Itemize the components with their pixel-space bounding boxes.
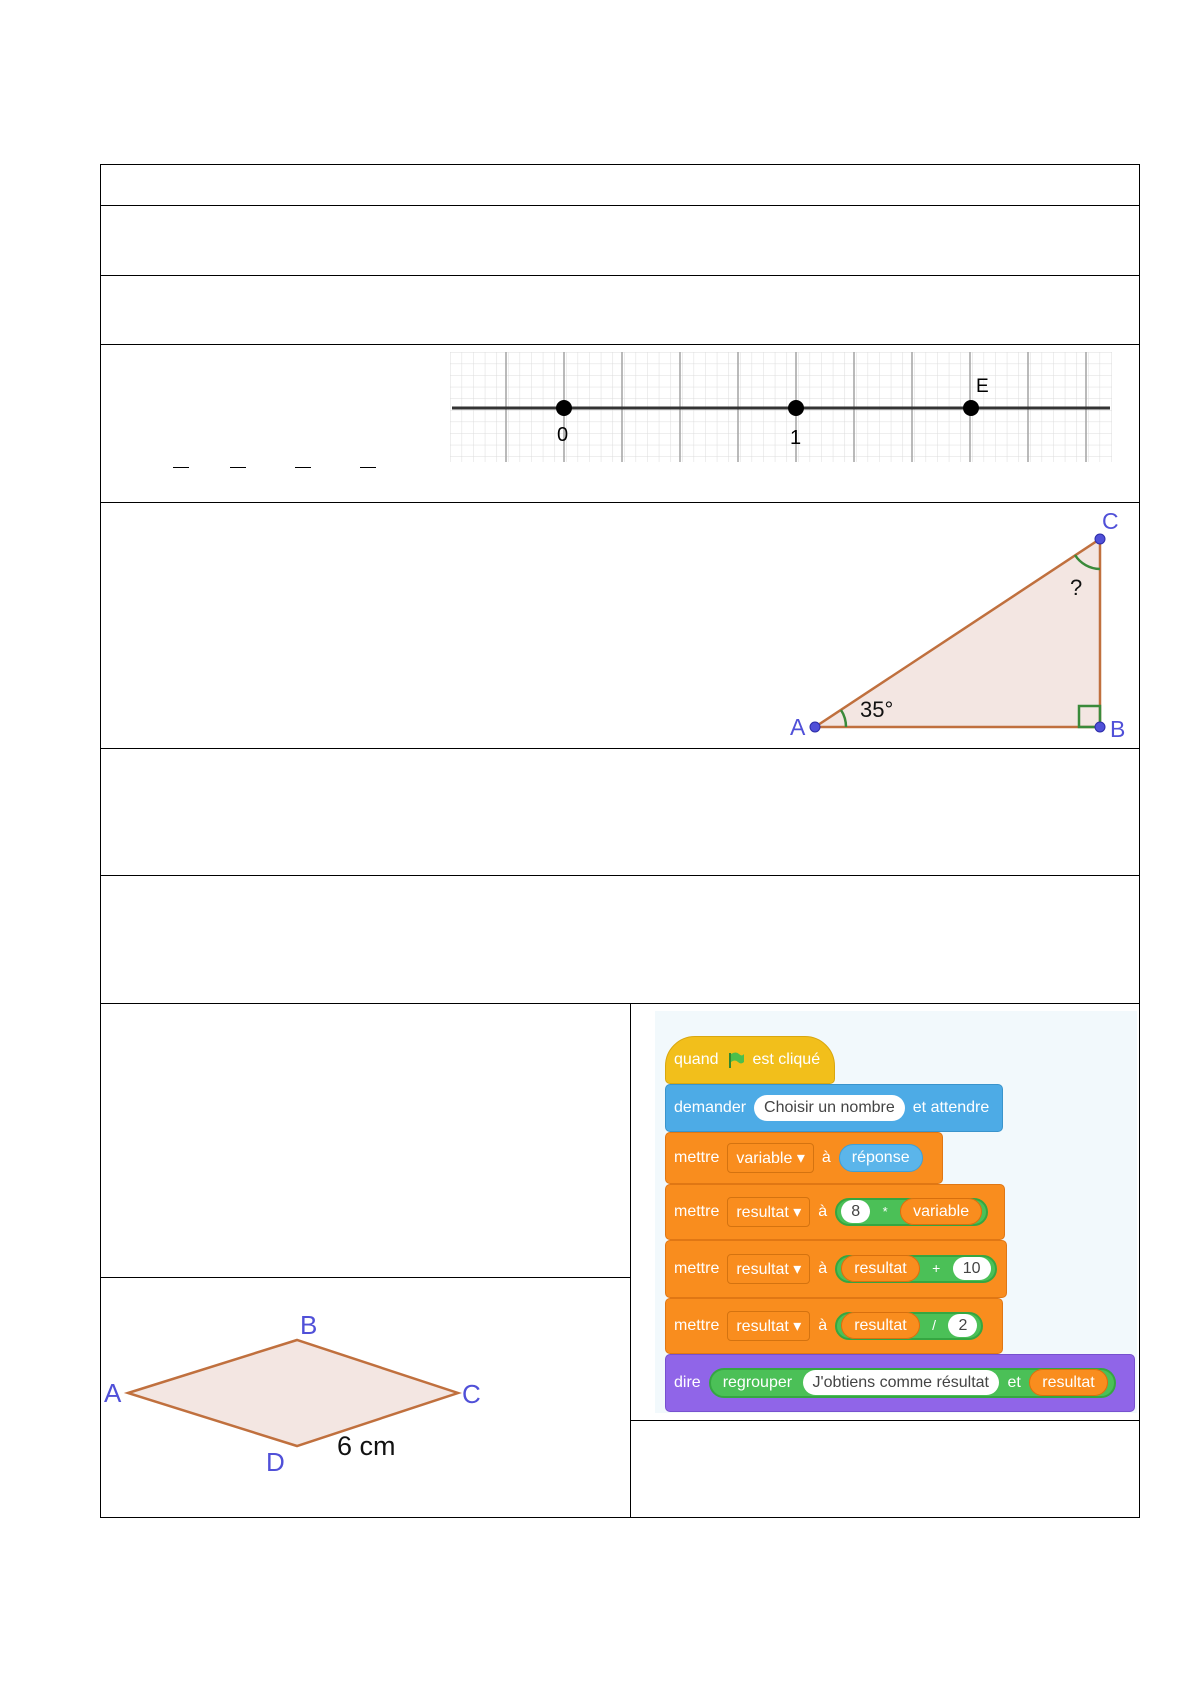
to-label: à bbox=[821, 1149, 831, 1166]
vertex-a bbox=[810, 722, 820, 732]
vertex-a-label: A bbox=[790, 714, 806, 740]
number-input[interactable]: 2 bbox=[948, 1314, 977, 1337]
point-e bbox=[963, 400, 979, 416]
ask-prompt-field[interactable]: Choisir un nombre bbox=[754, 1095, 905, 1121]
variable-dropdown[interactable] bbox=[727, 1254, 810, 1284]
row-divider bbox=[100, 275, 1140, 276]
rhombus-shape bbox=[128, 1340, 458, 1446]
fraction-bar bbox=[295, 467, 311, 468]
point-e-label: E bbox=[976, 376, 989, 397]
variable-dropdown[interactable] bbox=[727, 1197, 810, 1227]
vertex-d-label: D bbox=[266, 1447, 285, 1475]
tick-label-zero: 0 bbox=[557, 424, 569, 446]
dropdown-value: resultat bbox=[736, 1261, 789, 1278]
variable-reporter[interactable]: resultat bbox=[841, 1312, 919, 1339]
variable-reporter[interactable]: resultat bbox=[1029, 1369, 1107, 1396]
vertex-c-label: C bbox=[1102, 508, 1119, 534]
and-label: et bbox=[1007, 1374, 1021, 1391]
number-input[interactable]: 8 bbox=[841, 1200, 870, 1223]
row-divider bbox=[100, 875, 1140, 876]
set-resultat-multiply-block[interactable] bbox=[665, 1184, 1005, 1240]
to-label: à bbox=[818, 1203, 828, 1220]
row-divider bbox=[630, 1420, 1140, 1421]
triangle-shape bbox=[815, 539, 1100, 727]
green-flag-icon bbox=[727, 1051, 745, 1069]
multiply-operator[interactable] bbox=[835, 1198, 988, 1226]
dropdown-value: variable bbox=[736, 1150, 793, 1167]
rhombus-figure bbox=[102, 1300, 522, 1475]
side-length-label: 6 cm bbox=[337, 1431, 396, 1461]
set-resultat-divide-block[interactable] bbox=[665, 1298, 1003, 1354]
number-input[interactable]: 10 bbox=[953, 1257, 991, 1280]
join-label: regrouper bbox=[722, 1374, 793, 1391]
unknown-angle-label: ? bbox=[1070, 575, 1083, 600]
row-divider bbox=[100, 502, 1140, 503]
say-block[interactable] bbox=[665, 1354, 1135, 1412]
column-divider bbox=[630, 1003, 631, 1518]
vertex-b-label: B bbox=[1110, 716, 1126, 742]
fraction-bar bbox=[230, 467, 246, 468]
point-zero bbox=[556, 400, 572, 416]
variable-dropdown[interactable] bbox=[727, 1311, 810, 1341]
set-label: mettre bbox=[674, 1260, 720, 1277]
dropdown-value: resultat bbox=[736, 1318, 789, 1335]
operator-symbol: * bbox=[882, 1204, 888, 1219]
set-resultat-add-block[interactable] bbox=[665, 1240, 1007, 1298]
when-flag-clicked-block[interactable] bbox=[665, 1036, 835, 1084]
fraction-bar bbox=[360, 467, 376, 468]
tick-label-one: 1 bbox=[790, 427, 802, 449]
to-label: à bbox=[818, 1260, 828, 1277]
vertex-a-label: A bbox=[104, 1378, 122, 1408]
operator-symbol: + bbox=[932, 1260, 941, 1276]
row-divider bbox=[100, 205, 1140, 206]
set-label: mettre bbox=[674, 1317, 720, 1334]
when-label: quand bbox=[674, 1051, 719, 1068]
vertex-c-label: C bbox=[462, 1379, 481, 1409]
variable-reporter[interactable]: resultat bbox=[841, 1255, 919, 1282]
dropdown-value: resultat bbox=[736, 1204, 789, 1221]
caret-down-icon: ▾ bbox=[793, 1318, 802, 1335]
clicked-label: est cliqué bbox=[752, 1051, 821, 1068]
angle-a-value: 35° bbox=[860, 697, 894, 722]
to-label: à bbox=[818, 1317, 828, 1334]
set-label: mettre bbox=[674, 1149, 720, 1166]
vertex-c bbox=[1095, 534, 1105, 544]
caret-down-icon: ▾ bbox=[793, 1261, 802, 1278]
caret-down-icon: ▾ bbox=[793, 1204, 802, 1221]
ask-and-wait-block[interactable] bbox=[665, 1084, 1003, 1132]
point-one bbox=[788, 400, 804, 416]
ask-label: demander bbox=[674, 1099, 747, 1116]
text-input[interactable]: J'obtiens comme résultat bbox=[803, 1370, 999, 1395]
caret-down-icon: ▾ bbox=[796, 1150, 805, 1167]
vertex-b-label: B bbox=[300, 1310, 318, 1340]
vertex-b bbox=[1095, 722, 1105, 732]
scratch-program bbox=[655, 1011, 1137, 1413]
say-label: dire bbox=[674, 1374, 701, 1391]
variable-reporter[interactable]: variable bbox=[900, 1198, 982, 1225]
join-operator[interactable] bbox=[709, 1368, 1116, 1398]
set-label: mettre bbox=[674, 1203, 720, 1220]
row-divider bbox=[100, 1003, 1140, 1004]
fraction-bar bbox=[173, 467, 189, 468]
operator-symbol: / bbox=[932, 1317, 937, 1333]
answer-reporter[interactable]: réponse bbox=[839, 1144, 923, 1172]
number-line-figure bbox=[450, 352, 1112, 464]
row-divider bbox=[100, 1277, 630, 1278]
variable-dropdown[interactable] bbox=[727, 1143, 814, 1173]
wait-label: et attendre bbox=[912, 1099, 990, 1116]
row-divider bbox=[100, 344, 1140, 345]
divide-operator[interactable] bbox=[835, 1312, 983, 1340]
row-divider bbox=[100, 748, 1140, 749]
set-variable-block[interactable] bbox=[665, 1132, 943, 1184]
add-operator[interactable] bbox=[835, 1255, 996, 1283]
right-triangle-figure bbox=[780, 505, 1140, 745]
